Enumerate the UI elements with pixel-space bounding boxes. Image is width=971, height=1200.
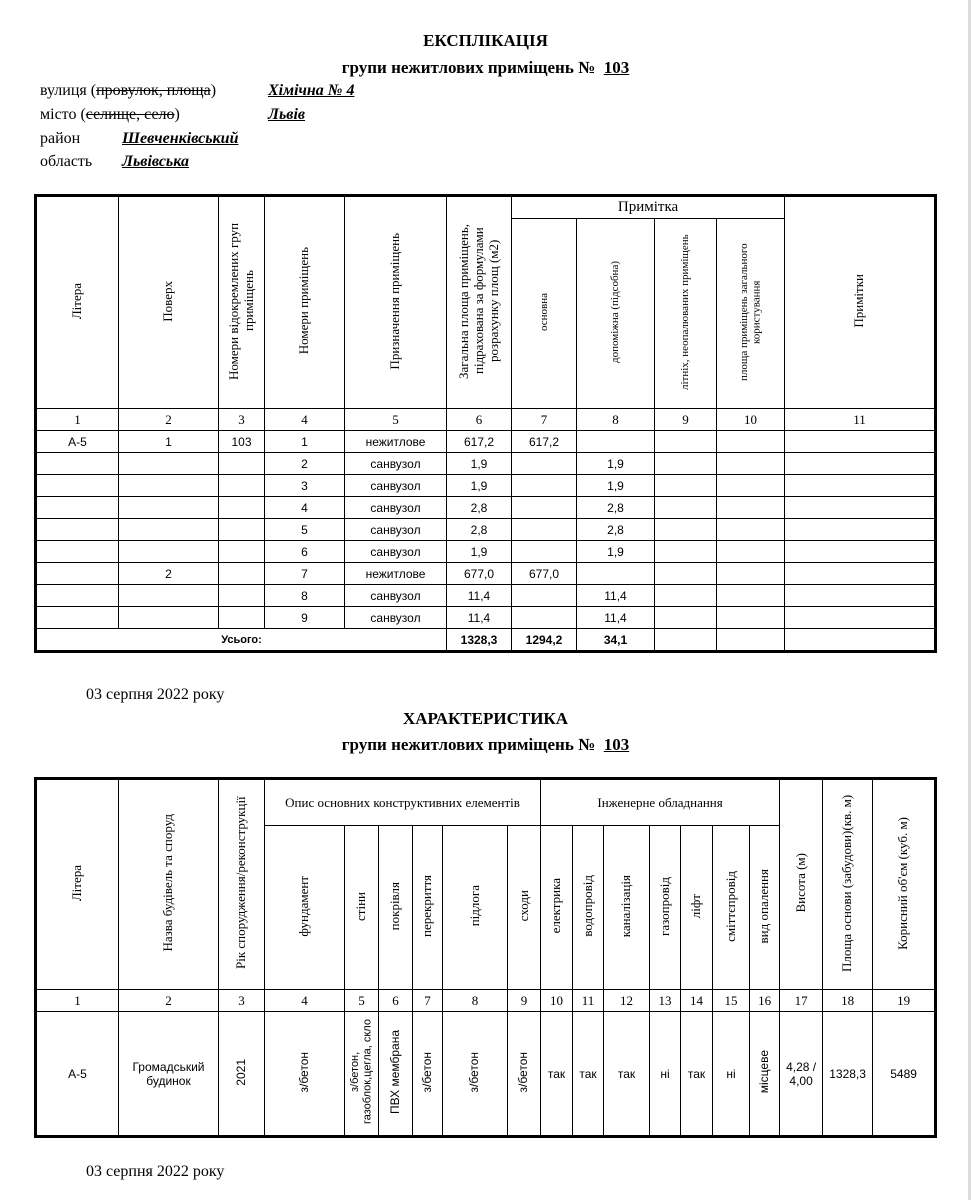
cell-aux: 11,4 xyxy=(577,585,655,607)
char-roof: ПВХ мембрана xyxy=(379,1012,413,1136)
address-street-struck: провулок, площа xyxy=(96,82,211,99)
cell-group xyxy=(219,607,265,629)
cell-group: 103 xyxy=(219,431,265,453)
cell-floor xyxy=(119,497,219,519)
cell-floor xyxy=(119,541,219,563)
cell-empty xyxy=(717,475,785,497)
cell-area: 1,9 xyxy=(447,453,512,475)
address-street-label: вулиця ( xyxy=(40,82,97,99)
cell-purpose: нежитлове xyxy=(345,431,447,453)
cell-main xyxy=(512,607,577,629)
cell-area: 2,8 xyxy=(447,497,512,519)
cell-litera: А-5 xyxy=(37,431,119,453)
column-number: 5 xyxy=(345,990,379,1012)
table-row xyxy=(37,431,935,453)
column-number: 2 xyxy=(119,990,219,1012)
cell-litera xyxy=(37,607,119,629)
cell-empty xyxy=(655,431,717,453)
char-col-stairs: сходи xyxy=(508,826,541,990)
char-data-row xyxy=(37,1012,935,1136)
cell-empty xyxy=(785,431,935,453)
cell-area: 1,9 xyxy=(447,475,512,497)
char-stairs: з/бетон xyxy=(508,1012,541,1136)
char-col-sewer: каналізація xyxy=(604,826,650,990)
cell-aux: 1,9 xyxy=(577,475,655,497)
col-litera: Літера xyxy=(37,197,119,409)
explication-subtitle xyxy=(0,58,971,78)
characteristics-table xyxy=(36,779,935,1136)
column-number: 18 xyxy=(823,990,873,1012)
cell-room: 1 xyxy=(265,431,345,453)
explication-table xyxy=(36,196,935,651)
cell-main xyxy=(512,453,577,475)
cell-aux: 1,9 xyxy=(577,453,655,475)
column-number: 10 xyxy=(541,990,573,1012)
char-sewer: так xyxy=(604,1012,650,1136)
cell-litera xyxy=(37,585,119,607)
col-floor: Поверх xyxy=(119,197,219,409)
characteristics-subtitle xyxy=(0,735,971,755)
cell-empty xyxy=(717,431,785,453)
cell-empty xyxy=(655,541,717,563)
char-col-garbage: сміттєпровід xyxy=(713,826,750,990)
cell-empty xyxy=(717,453,785,475)
cell-empty xyxy=(655,497,717,519)
cell-empty xyxy=(655,475,717,497)
column-number: 12 xyxy=(604,990,650,1012)
address-street-value: Хімічна № 4 xyxy=(268,82,355,99)
cell-litera xyxy=(37,563,119,585)
column-number: 16 xyxy=(750,990,780,1012)
cell-main xyxy=(512,475,577,497)
column-number: 9 xyxy=(508,990,541,1012)
column-number: 13 xyxy=(650,990,681,1012)
cell-empty xyxy=(785,453,935,475)
address-street xyxy=(40,80,355,102)
cell-floor xyxy=(119,585,219,607)
cell-floor xyxy=(119,519,219,541)
address-city-label: місто ( xyxy=(40,106,86,123)
char-floor: з/бетон xyxy=(443,1012,508,1136)
cell-empty xyxy=(717,497,785,519)
cell-group xyxy=(219,541,265,563)
address-region-label: область xyxy=(40,153,93,170)
char-year: 2021 xyxy=(219,1012,265,1136)
char-litera: А-5 xyxy=(37,1012,119,1136)
address-city-struck: селище, село xyxy=(85,106,175,123)
cell-empty xyxy=(717,607,785,629)
structural-group-header: Опис основних конструктивних елементів xyxy=(265,780,541,826)
address-street-label-end: ) xyxy=(210,82,217,99)
cell-floor xyxy=(119,453,219,475)
characteristics-title: ХАРАКТЕРИСТИКА xyxy=(402,709,569,728)
total-main: 1294,2 xyxy=(512,629,577,651)
col-purpose: Призначення приміщень xyxy=(345,197,447,409)
column-number: 14 xyxy=(681,990,713,1012)
cell-empty xyxy=(717,541,785,563)
cell-area: 11,4 xyxy=(447,585,512,607)
cell-group xyxy=(219,497,265,519)
total-label: Усього: xyxy=(37,629,447,651)
cell-empty xyxy=(785,585,935,607)
explication-group-number: 103 xyxy=(603,58,630,77)
char-gas: ні xyxy=(650,1012,681,1136)
cell-purpose: санвузол xyxy=(345,585,447,607)
address-district xyxy=(40,128,239,150)
cell-empty xyxy=(785,475,935,497)
char-heating: місцеве xyxy=(750,1012,780,1136)
cell-room: 9 xyxy=(265,607,345,629)
cell-empty xyxy=(717,519,785,541)
cell-room: 6 xyxy=(265,541,345,563)
cell-purpose: санвузол xyxy=(345,607,447,629)
cell-purpose: санвузол xyxy=(345,519,447,541)
explication-title: ЕКСПЛІКАЦІЯ xyxy=(423,31,548,50)
cell-aux: 2,8 xyxy=(577,519,655,541)
column-number: 3 xyxy=(219,990,265,1012)
table-row xyxy=(37,607,935,629)
cell-main xyxy=(512,519,577,541)
total-row xyxy=(37,629,935,651)
column-number: 11 xyxy=(573,990,604,1012)
column-number: 4 xyxy=(265,990,345,1012)
table-row xyxy=(37,453,935,475)
cell-group xyxy=(219,585,265,607)
column-number: 15 xyxy=(713,990,750,1012)
table-row xyxy=(37,563,935,585)
cell-room: 7 xyxy=(265,563,345,585)
char-col-year: Рік спорудження/реконструкції xyxy=(219,780,265,990)
cell-room: 4 xyxy=(265,497,345,519)
cell-empty xyxy=(655,563,717,585)
char-garbage: ні xyxy=(713,1012,750,1136)
characteristics-group-number: 103 xyxy=(603,735,630,754)
table-row xyxy=(37,519,935,541)
char-col-gas: газопровід xyxy=(650,826,681,990)
cell-empty xyxy=(655,453,717,475)
table-row xyxy=(37,585,935,607)
cell-empty xyxy=(655,519,717,541)
cell-floor xyxy=(119,475,219,497)
cell-empty xyxy=(717,585,785,607)
table-row xyxy=(37,475,935,497)
cell-purpose: санвузол xyxy=(345,475,447,497)
cell-main xyxy=(512,497,577,519)
cell-aux: 1,9 xyxy=(577,541,655,563)
address-region-value: Львівська xyxy=(122,153,189,170)
cell-main: 617,2 xyxy=(512,431,577,453)
col-common: площа приміщень загального користування xyxy=(717,219,785,409)
cell-aux xyxy=(577,431,655,453)
char-electric: так xyxy=(541,1012,573,1136)
column-numbers-row: 1 2 3 4 5 6 7 8 9 10 11 xyxy=(37,409,935,431)
char-col-elevator: ліфт xyxy=(681,826,713,990)
explication-date: 03 серпня 2022 року xyxy=(86,686,225,703)
char-col-floor: підлога xyxy=(443,826,508,990)
col-group-numbers: Номери відокремлених груп приміщень xyxy=(219,197,265,409)
cell-purpose: санвузол xyxy=(345,453,447,475)
char-base-area: 1328,3 xyxy=(823,1012,873,1136)
column-number: 7 xyxy=(413,990,443,1012)
cell-main xyxy=(512,541,577,563)
cell-aux: 2,8 xyxy=(577,497,655,519)
table-row xyxy=(37,497,935,519)
col-total-area: Загальна площа приміщень, підрахована за формулами розрахунку площ (м2) xyxy=(447,197,512,409)
cell-empty xyxy=(785,607,935,629)
cell-area: 617,2 xyxy=(447,431,512,453)
col-main: основна xyxy=(512,219,577,409)
cell-room: 2 xyxy=(265,453,345,475)
cell-area: 11,4 xyxy=(447,607,512,629)
table-row xyxy=(37,541,935,563)
col-room-numbers: Номери приміщень xyxy=(265,197,345,409)
cell-litera xyxy=(37,519,119,541)
address-district-label: район xyxy=(40,130,81,147)
char-col-ceilings: перекриття xyxy=(413,826,443,990)
col-auxiliary: допоміжна (підсобна) xyxy=(577,219,655,409)
cell-area: 1,9 xyxy=(447,541,512,563)
cell-purpose: нежитлове xyxy=(345,563,447,585)
col-summer: літніх, неопалюваних приміщень xyxy=(655,219,717,409)
cell-group xyxy=(219,563,265,585)
cell-empty xyxy=(785,563,935,585)
char-walls: з/бетон, газоблок,цегла, скло xyxy=(345,1012,379,1136)
cell-area: 677,0 xyxy=(447,563,512,585)
cell-aux xyxy=(577,563,655,585)
column-number: 6 xyxy=(379,990,413,1012)
cell-litera xyxy=(37,497,119,519)
explication-subtitle-text: групи нежитлових приміщень № xyxy=(341,58,596,77)
char-col-heating: вид опалення xyxy=(750,826,780,990)
column-number: 19 xyxy=(873,990,935,1012)
cell-empty xyxy=(785,497,935,519)
char-col-water: водопровід xyxy=(573,826,604,990)
cell-litera xyxy=(37,541,119,563)
cell-litera xyxy=(37,453,119,475)
address-city-label-end: ) xyxy=(174,106,180,123)
cell-empty xyxy=(717,563,785,585)
cell-main: 677,0 xyxy=(512,563,577,585)
cell-empty xyxy=(785,519,935,541)
cell-purpose: санвузол xyxy=(345,541,447,563)
char-col-foundation: фундамент xyxy=(265,826,345,990)
total-area: 1328,3 xyxy=(447,629,512,651)
char-ceilings: з/бетон xyxy=(413,1012,443,1136)
address-region xyxy=(40,151,189,173)
char-height: 4,28 / 4,00 xyxy=(780,1012,823,1136)
cell-group xyxy=(219,519,265,541)
char-col-electric: електрика xyxy=(541,826,573,990)
cell-area: 2,8 xyxy=(447,519,512,541)
cell-main xyxy=(512,585,577,607)
col-notes: Примітки xyxy=(785,197,935,409)
characteristics-subtitle-text: групи нежитлових приміщень № xyxy=(341,735,596,754)
column-number: 8 xyxy=(443,990,508,1012)
cell-floor xyxy=(119,607,219,629)
address-city xyxy=(40,104,306,126)
cell-room: 5 xyxy=(265,519,345,541)
char-col-base-area: Площа основи (забудови)(кв. м) xyxy=(823,780,873,990)
characteristics-date: 03 серпня 2022 року xyxy=(86,1163,225,1180)
cell-floor: 1 xyxy=(119,431,219,453)
char-col-walls: стіни xyxy=(345,826,379,990)
char-volume: 5489 xyxy=(873,1012,935,1136)
address-district-value: Шевченківський xyxy=(122,130,239,147)
cell-room: 8 xyxy=(265,585,345,607)
cell-litera xyxy=(37,475,119,497)
char-water: так xyxy=(573,1012,604,1136)
cell-group xyxy=(219,475,265,497)
total-aux: 34,1 xyxy=(577,629,655,651)
cell-aux: 11,4 xyxy=(577,607,655,629)
column-number: 1 xyxy=(37,990,119,1012)
column-number: 17 xyxy=(780,990,823,1012)
char-col-height: Висота (м) xyxy=(780,780,823,990)
char-elevator: так xyxy=(681,1012,713,1136)
cell-empty xyxy=(655,585,717,607)
address-city-value: Львів xyxy=(268,106,306,123)
char-col-building-name: Назва будівель та споруд xyxy=(119,780,219,990)
cell-empty xyxy=(785,541,935,563)
char-building-name: Громадський будинок xyxy=(119,1012,219,1136)
engineering-group-header: Інженерне обладнання xyxy=(541,780,780,826)
cell-purpose: санвузол xyxy=(345,497,447,519)
char-col-roof: покрівля xyxy=(379,826,413,990)
cell-room: 3 xyxy=(265,475,345,497)
note-group-header: Примітка xyxy=(512,197,785,219)
char-foundation: з/бетон xyxy=(265,1012,345,1136)
char-col-litera: Літера xyxy=(37,780,119,990)
cell-group xyxy=(219,453,265,475)
cell-floor: 2 xyxy=(119,563,219,585)
cell-empty xyxy=(655,607,717,629)
char-col-volume: Корисний об'єм (куб. м) xyxy=(873,780,935,990)
char-column-numbers-row xyxy=(37,990,935,1012)
